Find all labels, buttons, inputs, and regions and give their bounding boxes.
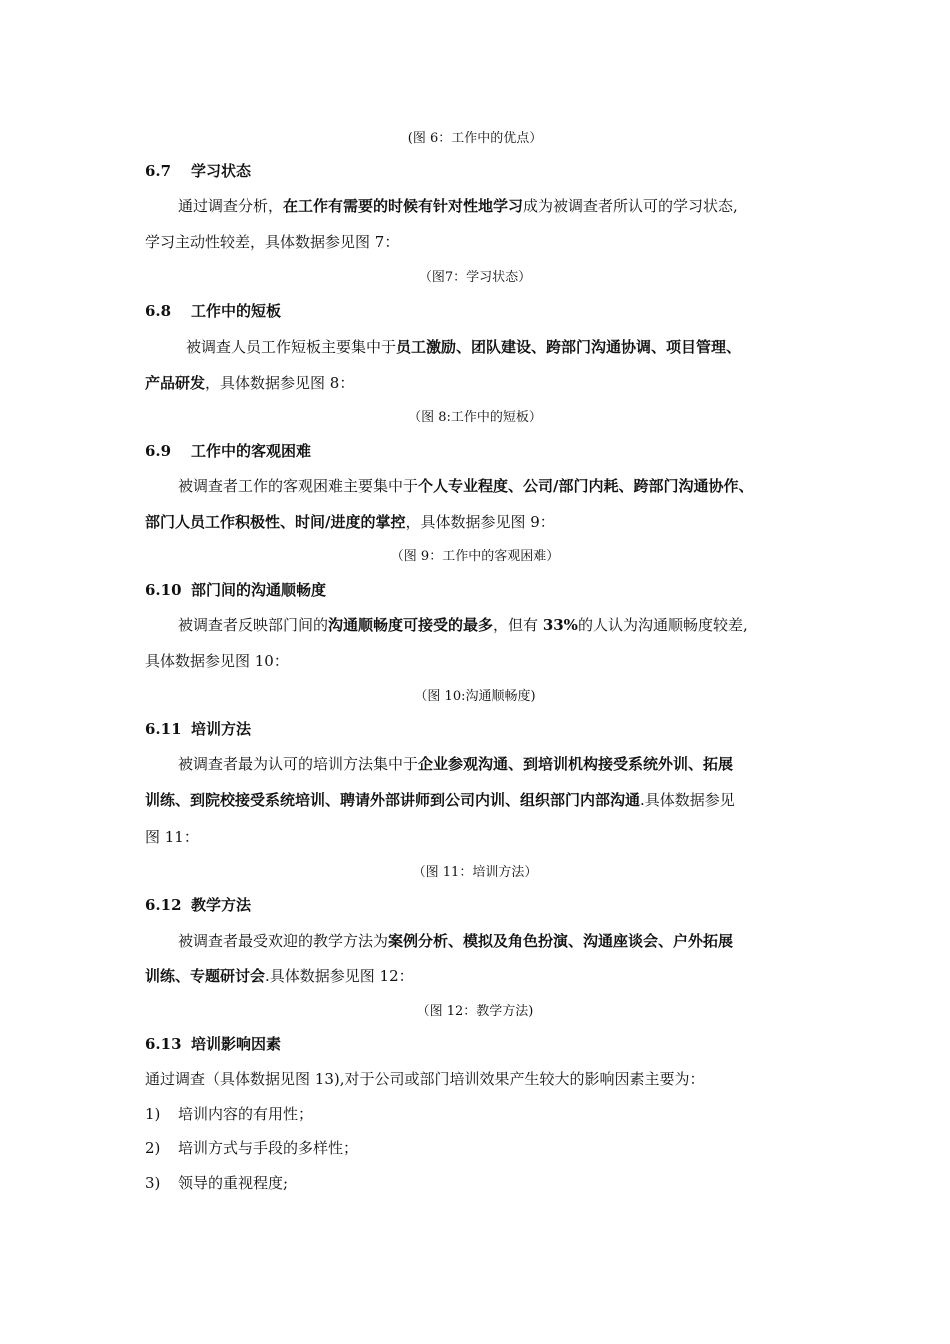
section-title: 培训方法 [191, 720, 252, 738]
list-item [145, 1172, 288, 1193]
paragraph-6-7-line-2: 学习主动性较差，具体数据参见图 7： [145, 233, 400, 251]
section-heading-6-9 [145, 440, 311, 461]
section-number: 6.13 [145, 1035, 182, 1053]
paragraph-6-9-line-1 [178, 475, 754, 496]
text-run: ，但有 [493, 616, 543, 634]
paragraph-6-11-line-2 [145, 789, 735, 810]
list-number: 1) [145, 1105, 161, 1123]
bold-text-run: 个人专业程度、公司/部门内耗、跨部门沟通协作、 [418, 477, 754, 495]
paragraph-6-11-line-3: 图 11： [145, 828, 199, 846]
figure-7-caption: （图7：学习状态） [418, 270, 532, 285]
section-heading-6-7 [145, 160, 251, 181]
bold-text-run: 产品研发 [145, 374, 206, 392]
list-item [145, 1103, 313, 1124]
paragraph-6-12-line-2 [145, 965, 414, 986]
text-run: 的人认为沟通顺畅度较差, [577, 616, 748, 634]
figure-8-caption: （图 8:工作中的短板） [408, 410, 542, 425]
section-title: 工作中的客观困难 [191, 442, 312, 460]
bold-text-run: 部门人员工作积极性、时间/进度的掌控 [145, 513, 406, 531]
bold-text-run: 沟通顺畅度可接受的最多 [328, 616, 494, 634]
section-title: 部门间的沟通顺畅度 [191, 581, 327, 599]
section-heading-6-10 [145, 579, 326, 600]
section-number: 6.8 [145, 302, 172, 320]
section-heading-6-8 [145, 300, 281, 321]
text-run: 被调查者反映部门间的 [178, 616, 329, 634]
text-run: 被调查者最为认可的培训方法集中于 [178, 755, 419, 773]
bold-text-run: 训练、到院校接受系统培训、聘请外部讲师到公司内训、组织部门内部沟通 [145, 791, 641, 809]
paragraph-6-7-line-1 [178, 195, 738, 216]
section-title: 学习状态 [191, 162, 252, 180]
section-number: 6.10 [145, 581, 182, 599]
bold-text-run: 训练、专题研讨会 [145, 967, 266, 985]
bold-text-run: 员工激励、团队建设、跨部门沟通协调、项目管理、 [396, 338, 742, 356]
section-title: 工作中的短板 [191, 302, 282, 320]
list-text: 培训内容的有用性； [178, 1105, 314, 1123]
bold-percentage: 33% [542, 616, 578, 634]
section-title: 教学方法 [191, 896, 252, 914]
section-heading-6-11 [145, 718, 251, 739]
paragraph-6-8-line-1 [186, 336, 741, 357]
paragraph-6-11-line-1 [178, 753, 733, 774]
list-item [145, 1137, 358, 1158]
list-text: 培训方式与手段的多样性； [178, 1139, 359, 1157]
bold-text-run: 案例分析、模拟及角色扮演、沟通座谈会、户外拓展 [388, 932, 734, 950]
paragraph-6-13-intro: 通过调查（具体数据见图 13),对于公司或部门培训效果产生较大的影响因素主要为： [145, 1070, 705, 1088]
section-number: 6.7 [145, 162, 172, 180]
paragraph-6-9-line-2 [145, 511, 555, 532]
figure-6-caption: (图 6：工作中的优点） [407, 131, 543, 146]
section-number: 6.9 [145, 442, 172, 460]
section-number: 6.12 [145, 896, 182, 914]
section-heading-6-12 [145, 894, 251, 915]
paragraph-6-12-line-1 [178, 930, 733, 951]
text-run: .具体数据参见图 12： [265, 967, 414, 985]
paragraph-6-8-line-2 [145, 372, 354, 393]
text-run: 成为被调查者所认可的学习状态, [523, 197, 738, 215]
list-number: 2) [145, 1139, 161, 1157]
bold-text-run: 企业参观沟通、到培训机构接受系统外训、拓展 [418, 755, 734, 773]
text-run: 被调查人员工作短板主要集中于 [186, 338, 397, 356]
text-run: 被调查者最受欢迎的教学方法为 [178, 932, 389, 950]
text-run: .具体数据参见 [640, 791, 735, 809]
text-run: ，具体数据参见图 9： [405, 513, 555, 531]
list-text: 领导的重视程度; [178, 1174, 289, 1192]
paragraph-6-10-line-2: 具体数据参见图 10： [145, 652, 289, 670]
text-run: 通过调查分析， [178, 197, 284, 215]
paragraph-6-10-line-1 [178, 614, 748, 635]
figure-9-caption: （图 9：工作中的客观困难） [390, 549, 560, 564]
section-title: 培训影响因素 [191, 1035, 282, 1053]
figure-12-caption: （图 12：教学方法) [416, 1004, 534, 1019]
list-number: 3) [145, 1174, 161, 1192]
text-run: 被调查者工作的客观困难主要集中于 [178, 477, 419, 495]
figure-10-caption: （图 10:沟通顺畅度) [414, 689, 536, 704]
bold-text-run: 在工作有需要的时候有针对性地学习 [283, 197, 524, 215]
figure-11-caption: （图 11：培训方法） [412, 865, 538, 880]
text-run: ，具体数据参见图 8： [205, 374, 355, 392]
section-number: 6.11 [145, 720, 182, 738]
section-heading-6-13 [145, 1033, 281, 1054]
